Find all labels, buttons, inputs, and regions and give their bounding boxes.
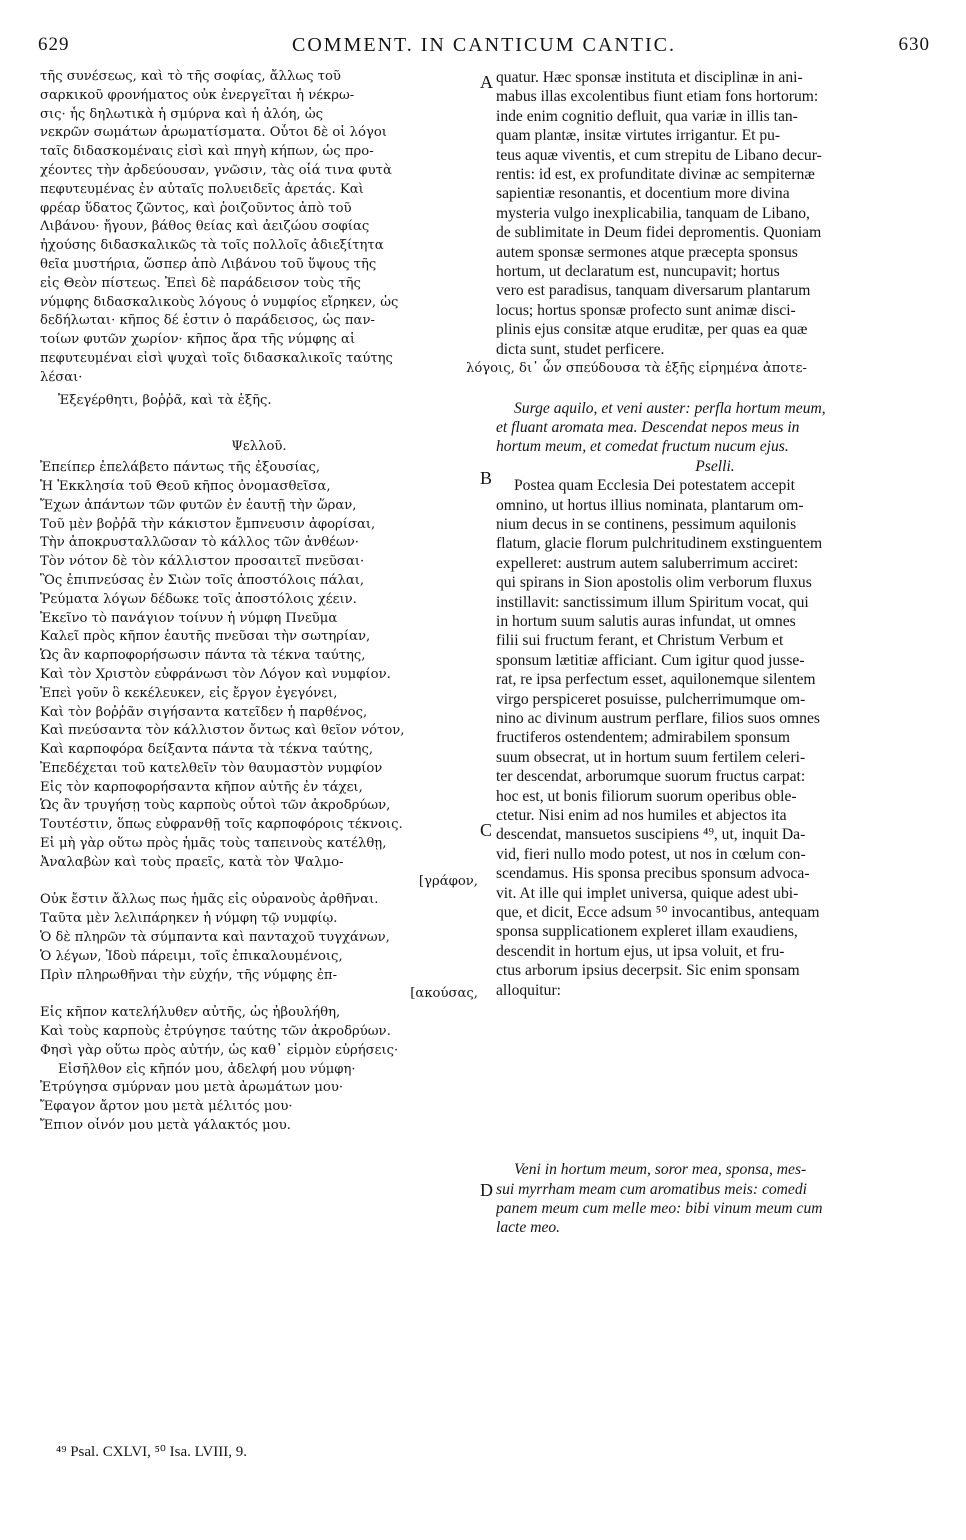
text-line: τῆς συνέσεως, καὶ τὸ τῆς σοφίας, ἄλλως τοῦ xyxy=(40,69,341,84)
poem-line: Καὶ τοὺς καρποὺς ἐτρύγησε ταύτης τῶν ἀκροδρύων. xyxy=(40,1024,391,1040)
verse-line: Surge aquilo, et veni auster: perfla hortum meum, xyxy=(514,399,826,417)
poem-line-continuation: [ακούσας, xyxy=(410,986,478,1002)
text-line: Λιβάνου· ἤγουν, βάθος θείας καὶ ἀειζώου σοφίας xyxy=(40,219,370,235)
poem-line: Ἀναλαβὼν καὶ τοὺς πραεῖς, κατὰ τὸν Ψαλμο- xyxy=(40,854,344,870)
psellus-heading: Ψελλοῦ. xyxy=(231,439,287,455)
text-line: vero est paradisus, tanquam diversarum plantarum xyxy=(496,282,811,300)
text-line: πεφυτευμένας ἐν αὐταῖς πολυειδεῖς ἀρετάς. Καὶ xyxy=(40,181,364,197)
poem-line: Ἐπεὶ γοῦν ὃ κεκέλευκεν, εἰς ἔργον ἐγεγόνει, xyxy=(40,685,338,701)
text-line: Postea quam Ecclesia Dei potestatem accepit xyxy=(514,477,796,495)
greek-commentary xyxy=(40,68,478,388)
latin-commentary xyxy=(496,68,934,359)
text-line: alloquitur: xyxy=(496,981,561,999)
poem-line-continuation: [γράφον, xyxy=(418,873,478,889)
text-line: flatum, glacie florum pulchritudinem exstinguentem xyxy=(496,535,823,553)
right-column xyxy=(466,68,934,1238)
left-column xyxy=(40,68,478,1136)
text-line: filii sui fructum ferant, et Christum Verbum et xyxy=(496,632,784,650)
poem-line: Ὁ λέγων, Ἰδοὺ πάρειμι, τοῖς ἐπικαλουμένοις, xyxy=(40,948,343,964)
verse-line: hortum meum, et comedat fructum nucum ejus. xyxy=(496,438,789,456)
section-marker-d: D xyxy=(480,1180,493,1200)
text-line: mabus illas excolentibus fiunt etiam fons hortorum: xyxy=(496,88,819,106)
poem-line: Καὶ καρποφόρα δείξαντα πάντα τὰ τέκνα ταύτης, xyxy=(40,742,374,758)
verse-latin-2 xyxy=(496,1160,934,1238)
text-line: δεδήλωται· κῆπος δέ ἐστιν ὁ παράδεισος, ὡς παν- xyxy=(40,313,375,329)
page-number-left: 629 xyxy=(38,34,70,55)
page-header xyxy=(38,34,930,62)
section-marker-c: C xyxy=(480,820,493,840)
poem-line: Ἔπιον οἶνόν μου μετὰ γάλακτός μου. xyxy=(40,1118,291,1134)
poem-line: Ἐκεῖνο τὸ πανάγιον τοίνυν ἡ νύμφη Πνεῦμα xyxy=(40,610,338,626)
latin-translation xyxy=(496,476,934,1000)
text-line: λέσαι· xyxy=(40,369,83,385)
poem-line: Ἔφαγον ἄρτον μου μετὰ μέλιτός μου· xyxy=(40,1099,293,1115)
verse-line: panem meum cum melle meo: bibi vinum meum cum xyxy=(496,1199,823,1217)
verse-line: et fluant aromata mea. Descendat nepos meus in xyxy=(496,418,800,436)
text-line: teus aquæ viventis, et cum strepitu de Libano decur- xyxy=(496,146,822,164)
text-line: nium decus in se continens, pessimum aquilonis xyxy=(496,515,797,533)
text-line: quam plantæ, insitæ virtutes irrigantur. Et pu- xyxy=(496,127,781,145)
poem-line: Πρὶν πληρωθῆναι τὴν εὐχήν, τῆς νύμφης ἐπ- xyxy=(40,967,338,983)
text-line: descendit in hortum ejus, ut ipsa voluit, et fru- xyxy=(496,942,785,960)
verse-line: Veni in hortum meum, soror mea, sponsa, mes- xyxy=(514,1161,807,1179)
text-line: hoc est, ut bonis filiorum suorum operibus oble- xyxy=(496,787,797,805)
text-line: expelleret: austrum autem saluberrimum acciret: xyxy=(496,554,799,572)
text-line: dicta sunt, studet perficere. xyxy=(496,340,665,358)
poem-line: Οὐκ ἔστιν ἄλλως πως ἡμᾶς εἰς οὐρανοὺς ἀρθῆναι. xyxy=(40,892,379,908)
text-line: sponsa supplicationem expleret illam exaudiens, xyxy=(496,923,798,941)
text-line: autem sponsæ sermones atque præcepta sponsus xyxy=(496,243,798,261)
verse-latin xyxy=(496,399,934,457)
text-line: ἠχούσης διδασκαλικῶς τὰ τοῖς πολλοῖς ἀδιεξίτητα xyxy=(40,238,384,254)
text-line: θεῖα μυστήρια, ὥσπερ ἀπὸ Λιβάνου τοῦ ὕψους τῆς xyxy=(40,256,377,272)
text-line: scendamus. His sponsa precibus sponsum advoca- xyxy=(496,865,810,883)
poem-line: Τὴν ἀποκρυσταλλῶσαν τὸ κάλλος τῶν ἀνθέων· xyxy=(40,535,359,551)
text-line: χέοντες τὴν ἀρδεύουσαν, γνῶσιν, τὰς οἷά τινα φυτὰ xyxy=(40,162,392,178)
text-line: vit. At ille qui implet universa, quique adest ubi- xyxy=(496,884,799,902)
text-line: νεκρῶν σωμάτων ἀρωματίσματα. Οὗτοι δὲ οἱ λόγοι xyxy=(40,125,387,141)
text-line: fructiferos ostendentem; admirabilem sponsum xyxy=(496,729,791,747)
text-line: πεφυτευμέναι εἰσὶ ψυχαὶ τοῖς διδασκαλικοῖς ταύτης xyxy=(40,350,393,366)
text-line: vid, fieri nullo modo potest, ut nos in cœlum con- xyxy=(496,845,806,863)
text-line: que, et dicit, Ecce adsum ⁵⁰ invocantibus, antequam xyxy=(496,904,820,922)
text-line: plinis ejus consitæ atque eruditæ, per quas ea quæ xyxy=(496,321,808,339)
text-line: rat, re ipsa perfectum esset, aquilonemque silentem xyxy=(496,671,816,689)
poem-line: Ἡ Ἐκκλησία τοῦ Θεοῦ κῆπος ὀνομασθεῖσα, xyxy=(40,478,331,494)
footnote: ⁴⁹ Psal. CXLVI, ⁵⁰ Isa. LVIII, 9. xyxy=(56,1444,248,1460)
text-line: ctetur. Nisi enim ad nos humiles et abjectos ita xyxy=(496,807,787,825)
text-line: ctus arborum ipsius decerpsit. Sic enim sponsam xyxy=(496,962,800,980)
poem-line: Τοῦ μὲν βοῤῥᾶ τὴν κάκιστον ἔμπνευσιν ἀφορίσαι, xyxy=(40,516,376,532)
poem-line: Εἰς κῆπον κατελήλυθεν αὐτῆς, ὡς ἠβουλήθη, xyxy=(40,1005,341,1021)
text-line: sapientiæ resonantis, et docentium more divina xyxy=(496,185,790,203)
poem-line: Εἰς τὸν καρποφορήσαντα κῆπον αὐτῆς ἐν τάχει, xyxy=(40,779,363,795)
text-line: suum obsecrat, ut in hortum suum fertilem celeri- xyxy=(496,748,806,766)
text-line: ter descendat, arborumque suorum fructus carpat: xyxy=(496,768,806,786)
poem-line: Ἐπείπερ ἐπελάβετο πάντως τῆς ἐξουσίας, xyxy=(40,460,321,476)
poem-line: Τὸν νότον δὲ τὸν κάλλιστον προσαιτεῖ πνεῦσαι· xyxy=(40,554,365,570)
poem-line: Ὡς ἂν καρποφορήσωσιν πάντα τὰ τέκνα ταύτης, xyxy=(40,648,366,664)
text-line: hortum, ut declaratum est, nuncupavit; hortus xyxy=(496,263,780,281)
section-marker-a: A xyxy=(480,72,493,92)
running-title: COMMENT. IN CANTICUM CANTIC. xyxy=(292,34,676,56)
text-line: εἰς Θεὸν πίστεως. Ἐπεὶ δὲ παράδεισον τοὺς τῆς xyxy=(40,275,361,291)
poem-line: Καὶ τὸν βοῤῥᾶν σιγήσαντα κατεῖδεν ἡ παρθένος, xyxy=(40,704,368,720)
text-line: φρέαρ ὕδατος ζῶντος, καὶ ῥοιζοῦντος ἀπὸ τοῦ xyxy=(40,200,352,216)
poem-line: Ὁ δὲ πληρῶν τὰ σύμπαντα καὶ πανταχοῦ τυγχάνων, xyxy=(40,930,390,946)
text-line: nino ac divinum austrum perflare, filios suos omnes xyxy=(496,710,820,727)
text-line: τοίων φυτῶν χωρίον· κῆπος ἄρα τῆς νύμφης αἱ xyxy=(40,332,356,348)
text-line: instillavit: sanctissimum illum Spiritum vocat, qui xyxy=(496,593,809,611)
poem-line: Καὶ τὸν Χριστὸν εὐφράνωσι τὸν Λόγον καὶ νυμφίον. xyxy=(40,666,391,682)
verse-line: sui myrrham meam cum aromatibus meis: comedi xyxy=(496,1180,807,1198)
poem-line: Εἰ μὴ γὰρ οὕτω πρὸς ἡμᾶς τοὺς ταπεινοὺς κατέλθῃ, xyxy=(40,836,387,852)
text-line: qui spirans in Sion apostolis olim verborum fluxus xyxy=(496,574,812,592)
text-line: ταῖς διδασκομέναις εἰσὶ καὶ πηγὴ κήπων, ὡς προ- xyxy=(40,144,374,160)
pselli-heading: Pselli. xyxy=(695,457,735,475)
psellus-poem xyxy=(40,459,478,1136)
text-line: omnino, ut hortus illius nominata, plantarum om- xyxy=(496,496,804,514)
poem-line: Εἰσῆλθον εἰς κῆπόν μου, ἀδελφή μου νύμφη· xyxy=(58,1061,356,1077)
poem-line: Ἐπεδέχεται τοῦ κατελθεῖν τὸν θαυμαστὸν νυμφίον xyxy=(40,760,383,776)
text-line: mysteria vulgo inexplicabilia, tanquam de Libano, xyxy=(496,204,810,222)
text-line: σις· ἧς δηλωτικὰ ἡ σμύρνα καὶ ἡ ἀλόη, ὡς xyxy=(40,106,323,122)
poem-line: Ὃς ἐπιπνεύσας ἐν Σιὼν τοῖς ἀποστόλοις πάλαι, xyxy=(40,572,365,588)
poem-line: Τουτέστιν, ὅπως εὐφρανθῇ τοῖς καρποφόροις τέκνοις. xyxy=(40,817,403,833)
page-number-right: 630 xyxy=(898,34,930,55)
text-line: de sublimitate in Deum fidei depromentis. Quoniam xyxy=(496,224,822,242)
text-line: σαρκικοῦ φρονήματος οὐκ ἐνεργεῖται ἡ νέκρω- xyxy=(40,87,355,103)
text-line: locus; hortus sponsæ profecto sunt animæ disci- xyxy=(496,301,796,319)
verse-incipit: Ἐξεγέρθητι, βοῤῥᾶ, καὶ τὰ ἑξῆς. xyxy=(58,392,272,408)
poem-line: Καὶ πνεύσαντα τὸν κάλλιστον ὄντως καὶ θεῖον νότον, xyxy=(40,723,405,739)
poem-line: Καλεῖ πρὸς κῆπον ἑαυτῆς πνεῦσαι τὴν σωτηρίαν, xyxy=(40,629,371,645)
poem-line: Ἐτρύγησα σμύρναν μου μετὰ ἀρωμάτων μου· xyxy=(40,1080,344,1096)
poem-line: Ταῦτα μὲν λελιπάρηκεν ἡ νύμφη τῷ νυμφίῳ. xyxy=(40,911,338,927)
poem-line: Ῥεύματα λόγων δέδωκε τοῖς ἀποστόλοις χέειν. xyxy=(40,591,357,607)
text-line: sponsum lætitiæ afficiant. Cum igitur quod jusse- xyxy=(496,651,805,669)
text-line: in hortum suum salutis auras infundat, ut omnes xyxy=(496,612,796,630)
greek-spill-line: λόγοις, δι᾽ ὧν σπεύδουσα τὰ ἑξῆς εἰρημένα ἀποτε- xyxy=(466,361,807,377)
text-line: descendat, mansuetos suscipiens ⁴⁹, ut, inquit Da- xyxy=(496,826,806,844)
verse-line: lacte meo. xyxy=(496,1219,561,1237)
section-marker-b: B xyxy=(480,468,493,488)
text-line: νύμφης διδασκαλικοὺς λόγους ὁ νυμφίος εἴρηκεν, ὡς xyxy=(40,294,399,310)
text-line: quatur. Hæc sponsæ instituta et disciplinæ in ani- xyxy=(496,69,803,86)
poem-line: Φησὶ γὰρ οὕτω πρὸς αὐτήν, ὡς καθ᾽ εἱρμὸν εὑρήσεις· xyxy=(40,1042,399,1058)
poem-line: Ὡς ἂν τρυγήσῃ τοὺς καρποὺς οὗτοὶ τῶν ἀκροδρύων, xyxy=(40,798,391,814)
text-line: inde enim cognitio defluit, qua variæ in illis tan- xyxy=(496,107,798,125)
text-line: rentis: id est, ex profunditate divinæ ac sempiternæ xyxy=(496,166,815,184)
poem-line: Ἔχων ἁπάντων τῶν φυτῶν ἐν ἑαυτῇ τὴν ὥραν, xyxy=(40,497,357,513)
text-line: virgo perspiceret posuisse, pulcherrimumque om- xyxy=(496,690,806,708)
